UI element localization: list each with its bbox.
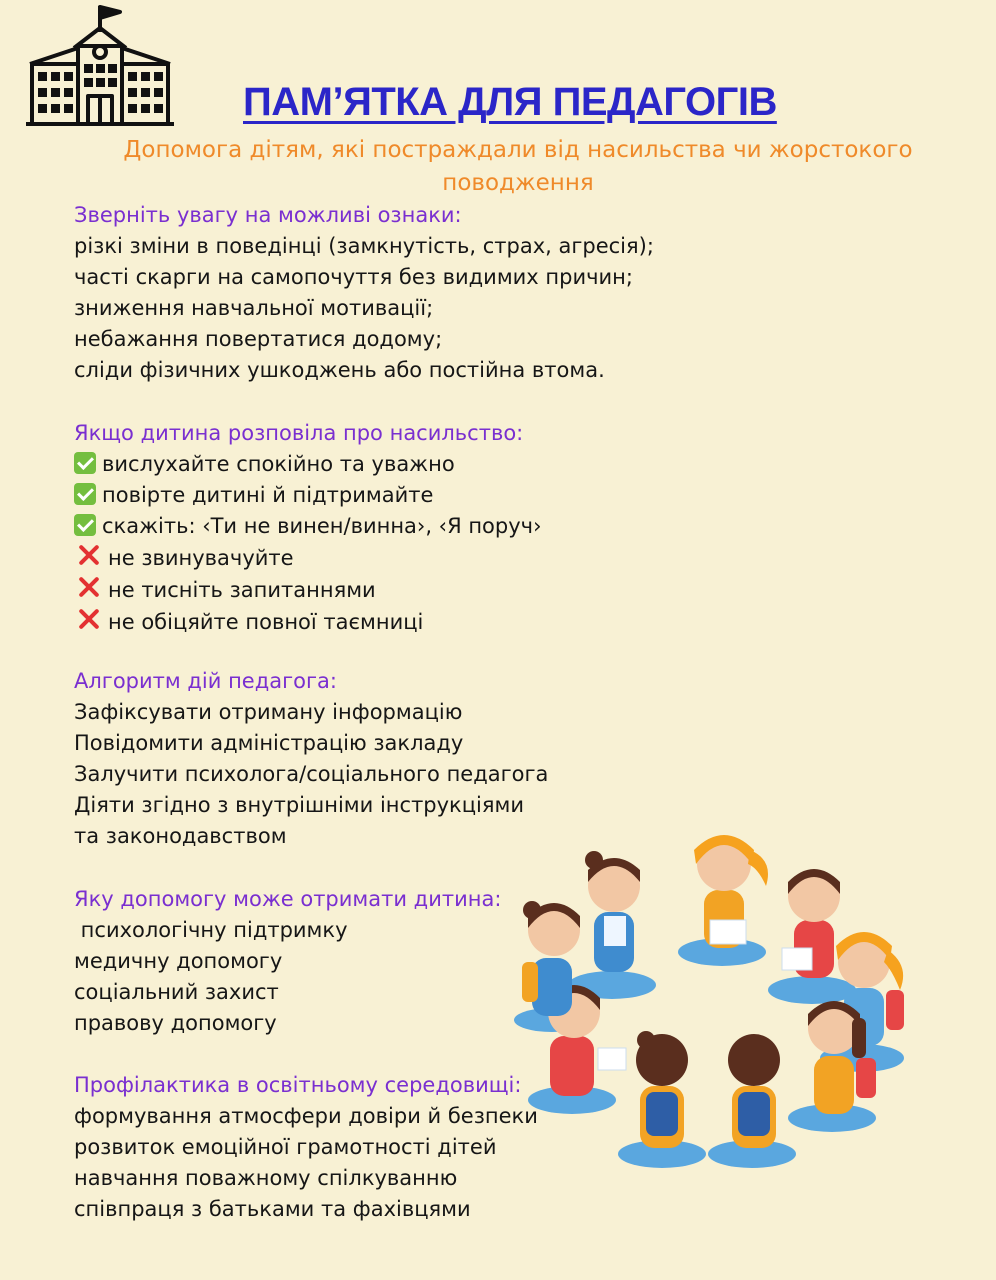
dont-item <box>74 606 541 638</box>
prevention-item: формування атмосфери довіри й безпеки <box>74 1104 538 1128</box>
help-item: соціальний захист <box>74 980 279 1004</box>
prevention-item: розвиток емоційної грамотності дітей <box>74 1135 497 1159</box>
cross-mark-icon <box>76 542 102 568</box>
do-item <box>74 511 541 542</box>
cross-mark-icon <box>76 606 102 632</box>
signs-heading: Зверніть увагу на можливі ознаки: <box>74 203 462 227</box>
do-item <box>74 449 541 480</box>
page-title: ПАМ’ЯТКА ДЛЯ ПЕДАГОГІВ <box>243 80 777 124</box>
signs-item: різкі зміни в поведінці (замкнутість, страх, агресія); <box>74 234 654 258</box>
signs-item: сліди фізичних ушкоджень або постійна втома. <box>74 358 605 382</box>
algorithm-item: Зафіксувати отриману інформацію <box>74 700 463 724</box>
help-section <box>74 884 501 1039</box>
algorithm-item: та законодавством <box>74 824 287 848</box>
signs-item: зниження навчальної мотивації; <box>74 296 434 320</box>
algorithm-section <box>74 666 548 852</box>
prevention-item: співпраця з батьками та фахівцями <box>74 1197 471 1221</box>
school-building-icon <box>24 2 176 130</box>
disclosure-heading: Якщо дитина розповіла про насильство: <box>74 421 524 445</box>
help-item: правову допомогу <box>74 1011 277 1035</box>
do-item-text: скажіть: ‹Ти не винен/винна›, ‹Я поруч› <box>102 514 542 538</box>
children-circle-illustration <box>512 820 922 1180</box>
help-heading: Яку допомогу може отримати дитина: <box>74 887 502 911</box>
signs-item: небажання повертатися додому; <box>74 327 443 351</box>
prevention-section <box>74 1070 538 1225</box>
dont-item-text: не тисніть запитаннями <box>108 578 376 602</box>
help-item: медичну допомогу <box>74 949 283 973</box>
cross-mark-icon <box>76 574 102 600</box>
do-item-text: повірте дитині й підтримайте <box>102 483 434 507</box>
signs-section <box>74 200 654 386</box>
disclosure-section <box>74 418 541 638</box>
page-subtitle: Допомога дітям, які постраждали від насильства чи жорстокого поводження <box>123 137 913 196</box>
help-item: психологічну підтримку <box>74 918 348 942</box>
do-item-text: вислухайте спокійно та уважно <box>102 452 455 476</box>
algorithm-heading: Алгоритм дій педагога: <box>74 669 337 693</box>
dont-item <box>74 542 541 574</box>
algorithm-item: Повідомити адміністрацію закладу <box>74 731 464 755</box>
prevention-heading: Профілактика в освітньому середовищі: <box>74 1073 522 1097</box>
prevention-item: навчання поважному спілкуванню <box>74 1166 458 1190</box>
dont-item-text: не обіцяйте повної таємниці <box>108 610 424 634</box>
algorithm-item: Діяти згідно з внутрішніми інструкціями <box>74 793 524 817</box>
algorithm-item: Залучити психолога/соціального педагога <box>74 762 549 786</box>
check-mark-icon <box>74 514 96 536</box>
dont-item-text: не звинувачуйте <box>108 546 294 570</box>
check-mark-icon <box>74 452 96 474</box>
do-item <box>74 480 541 511</box>
signs-item: часті скарги на самопочуття без видимих причин; <box>74 265 633 289</box>
dont-item <box>74 574 541 606</box>
check-mark-icon <box>74 483 96 505</box>
